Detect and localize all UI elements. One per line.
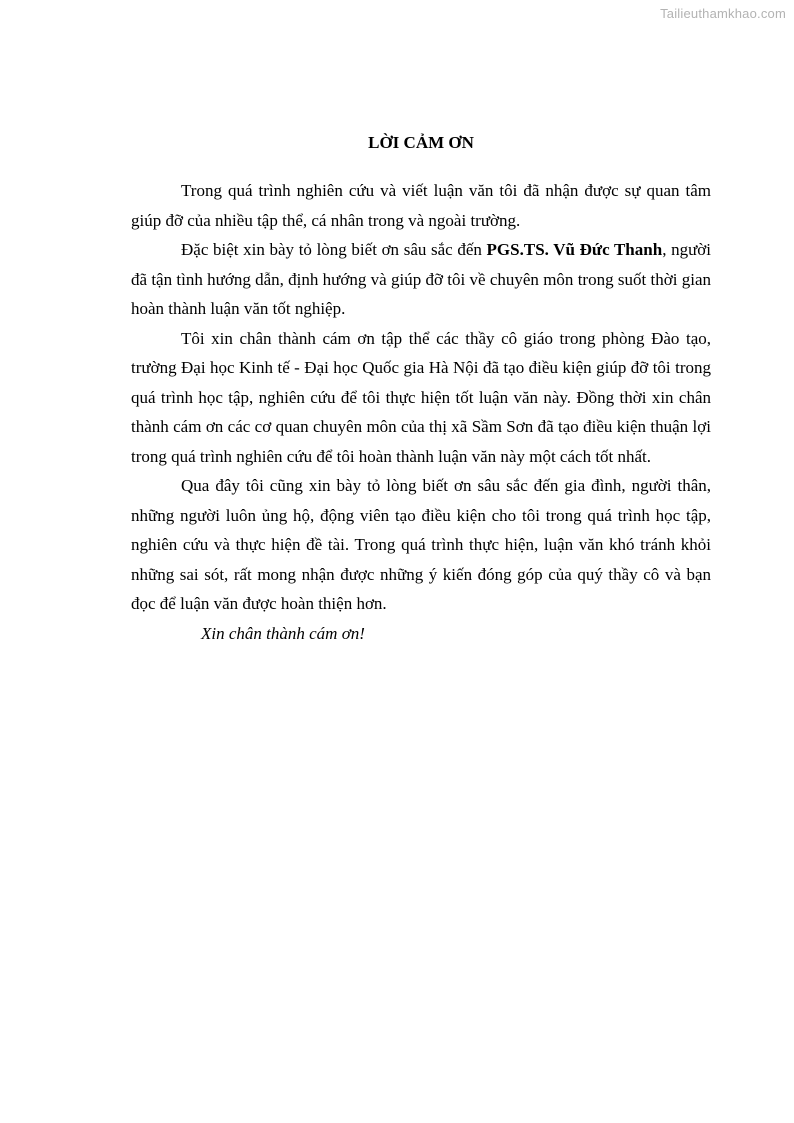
advisor-name: PGS.TS. Vũ Đức Thanh [486, 240, 663, 259]
paragraph-2-text-before: Đặc biệt xin bày tỏ lòng biết ơn sâu sắc đến [181, 240, 487, 259]
paragraph-1: Trong quá trình nghiên cứu và viết luận văn tôi đã nhận được sự quan tâm giúp đỡ của nhiều tập thể, cá nhân trong và ngoài trường. [131, 181, 711, 230]
paragraph-2 [131, 235, 711, 324]
watermark-text: Tailieuthamkhao.com [660, 6, 786, 21]
paragraph-4: Qua đây tôi cũng xin bày tỏ lòng biết ơn sâu sắc đến gia đình, người thân, những người luôn ủng hộ, động viên tạo điều kiện cho tôi trong quá trình học tập, nghiên cứu và thực hiện đề tài. Trong quá trình thực hiện, luận văn khó tránh khỏi những sai sót, rất mong nhận được những ý kiến đóng góp của quý thầy cô và bạn đọc để luận văn được hoàn thiện hơn. [131, 476, 711, 613]
page-title: LỜI CẢM ƠN [368, 133, 474, 152]
closing-line: Xin chân thành cám ơn! [201, 623, 365, 643]
document-page [131, 128, 711, 648]
paragraph-2-text-after: , người đã tận tình hướng dẫn, định hướng và giúp đỡ tôi về chuyên môn trong suốt thời gian hoàn thành luận văn tốt nghiệp. [131, 240, 712, 318]
paragraph-3: Tôi xin chân thành cám ơn tập thể các thầy cô giáo trong phòng Đào tạo, trường Đại học Kinh tế - Đại học Quốc gia Hà Nội đã tạo điều kiện giúp đỡ tôi trong quá trình học tập, nghiên cứu để tôi thực hiện tốt luận văn này. Đồng thời xin chân thành cám ơn các cơ quan chuyên môn của thị xã Sầm Sơn đã tạo điều kiện thuận lợi trong quá trình nghiên cứu để tôi hoàn thành luận văn này một cách tốt nhất. [131, 328, 711, 466]
